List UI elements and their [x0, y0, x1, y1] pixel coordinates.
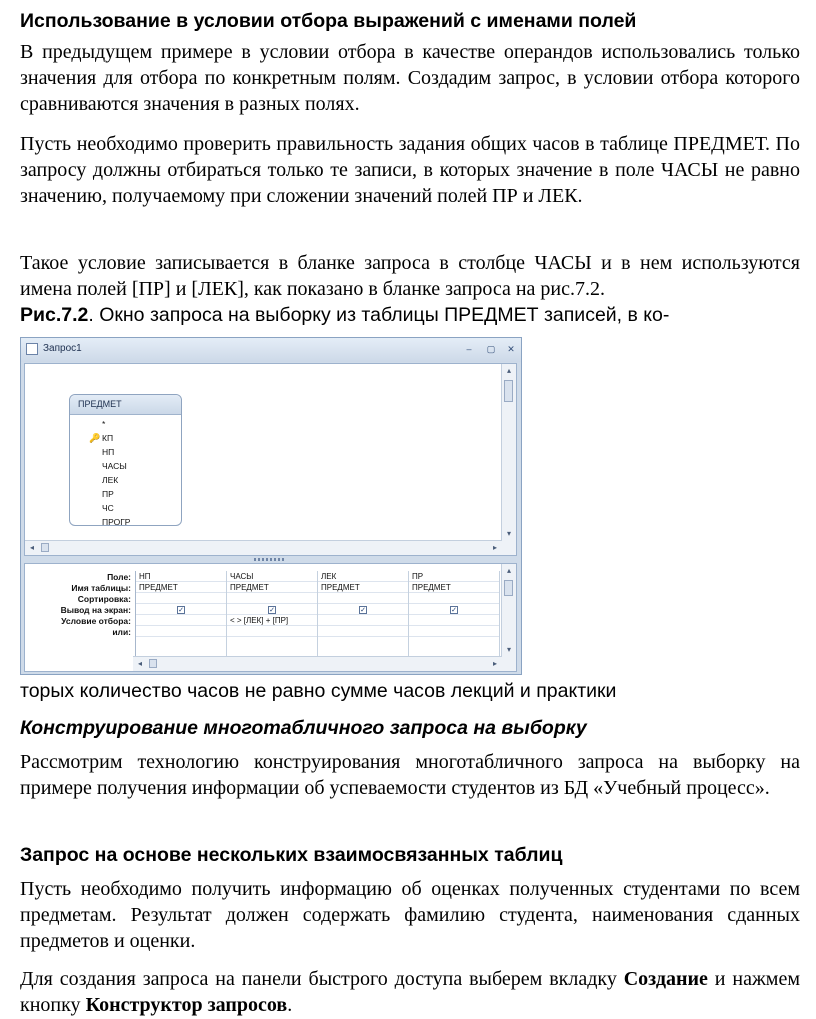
- figure-label: Рис.7.2: [20, 304, 89, 326]
- close-button[interactable]: ✕: [507, 344, 515, 354]
- grid-column[interactable]: [409, 571, 500, 661]
- or-cell[interactable]: [318, 626, 408, 637]
- show-checkbox[interactable]: ✓: [360, 607, 366, 614]
- table-cell[interactable]: ПРЕДМЕТ: [136, 582, 226, 593]
- criteria-cell[interactable]: [136, 615, 226, 626]
- scroll-thumb[interactable]: [504, 580, 513, 596]
- grid-column[interactable]: [318, 571, 409, 661]
- field-label: КП: [102, 433, 114, 443]
- show-cell[interactable]: [318, 604, 408, 615]
- row-label: Сортировка:: [77, 594, 131, 604]
- query-grid-pane: [24, 563, 517, 672]
- text-span: и нажмем кнопку: [20, 968, 800, 1016]
- heading-subsection: Конструирование многотабличного запроса на выборку: [20, 717, 587, 739]
- field-item[interactable]: *: [102, 419, 106, 429]
- paragraph-4: Рассмотрим технологию конструирования многотабличного запроса на выборку на примере получения информации об успеваемости студентов из БД «Учебный процесс».: [20, 751, 800, 799]
- scroll-thumb[interactable]: [504, 380, 513, 402]
- field-item[interactable]: [89, 431, 181, 445]
- field-cell[interactable]: ПР: [409, 571, 499, 582]
- pane-splitter[interactable]: [24, 557, 517, 562]
- bold-term: Конструктор запросов: [85, 994, 288, 1016]
- field-cell[interactable]: ЧАСЫ: [227, 571, 317, 582]
- window-title: Запрос1: [43, 343, 82, 354]
- text-span: Для создания запроса на панели быстрого доступа выберем вкладку: [20, 968, 624, 990]
- scroll-right-icon[interactable]: ▸: [492, 659, 497, 668]
- grid-row-labels: [25, 572, 133, 638]
- sort-cell[interactable]: [227, 593, 317, 604]
- row-label: Условие отбора:: [61, 616, 131, 626]
- grid-column[interactable]: [227, 571, 318, 661]
- field-item[interactable]: ПРОГР: [102, 517, 131, 527]
- field-cell[interactable]: НП: [136, 571, 226, 582]
- title-bar: [21, 338, 521, 362]
- table-predmet[interactable]: [69, 394, 182, 526]
- or-cell[interactable]: [409, 626, 499, 637]
- scroll-thumb[interactable]: [41, 543, 49, 552]
- or-cell[interactable]: [227, 626, 317, 637]
- caption-text-1: . Окно запроса на выборку из таблицы ПРЕДМЕТ записей, в ко-: [88, 304, 670, 326]
- query-window: [20, 337, 522, 675]
- row-label: Имя таблицы:: [71, 583, 131, 593]
- heading-subsection-2: Запрос на основе нескольких взаимосвязанных таблиц: [20, 844, 563, 866]
- show-checkbox[interactable]: ✓: [178, 607, 184, 614]
- table-cell[interactable]: ПРЕДМЕТ: [409, 582, 499, 593]
- criteria-cell[interactable]: [409, 615, 499, 626]
- figure-caption-line2: торых количество часов не равно сумме часов лекций и практики: [20, 680, 617, 702]
- paragraph-5: Пусть необходимо получить информацию об оценках полученных студентами по всем предметам. Результат должен содержать фамилию студента, наименования сданных предметов и оценки.: [20, 878, 800, 952]
- query-icon: [26, 343, 38, 355]
- row-label: Поле:: [107, 572, 131, 582]
- or-cell[interactable]: [136, 626, 226, 637]
- upper-vertical-scrollbar[interactable]: [501, 364, 516, 555]
- table-cell[interactable]: ПРЕДМЕТ: [227, 582, 317, 593]
- scroll-up-icon[interactable]: ▴: [506, 566, 511, 575]
- paragraph-6: [20, 966, 800, 1018]
- scroll-left-icon[interactable]: ◂: [137, 659, 142, 668]
- row-label: или:: [112, 627, 131, 637]
- sort-cell[interactable]: [136, 593, 226, 604]
- minimize-button[interactable]: ‒: [466, 344, 472, 354]
- table-name: ПРЕДМЕТ: [70, 395, 181, 415]
- grid-vertical-scrollbar[interactable]: [501, 564, 516, 671]
- sort-cell[interactable]: [409, 593, 499, 604]
- field-item[interactable]: ЛЕК: [102, 475, 119, 485]
- upper-horizontal-scrollbar[interactable]: [25, 540, 502, 555]
- field-item[interactable]: ЧАСЫ: [102, 461, 127, 471]
- row-label: Вывод на экран:: [60, 605, 131, 615]
- show-checkbox[interactable]: ✓: [451, 607, 457, 614]
- paragraph-3: Такое условие записывается в бланке запроса в столбце ЧАСЫ и в нем используются имена полей [ПР] и [ЛЕК], как показано в бланке запроса на рис.7.2.: [20, 252, 800, 300]
- key-icon: 🔑: [89, 433, 101, 443]
- grid-column[interactable]: [136, 571, 227, 661]
- field-item[interactable]: ПР: [102, 489, 114, 499]
- field-cell[interactable]: ЛЕК: [318, 571, 408, 582]
- scroll-right-icon[interactable]: ▸: [492, 543, 497, 552]
- scroll-left-icon[interactable]: ◂: [29, 543, 34, 552]
- show-cell[interactable]: [227, 604, 317, 615]
- scroll-up-icon[interactable]: ▴: [506, 366, 511, 375]
- table-area: [24, 363, 517, 556]
- maximize-button[interactable]: ▢: [486, 344, 496, 354]
- query-grid: [135, 571, 504, 661]
- field-item[interactable]: ЧС: [102, 503, 114, 513]
- show-cell[interactable]: [136, 604, 226, 615]
- table-cell[interactable]: ПРЕДМЕТ: [318, 582, 408, 593]
- heading-section: Использование в условии отбора выражений с именами полей: [20, 10, 637, 32]
- grid-horizontal-scrollbar[interactable]: [133, 656, 502, 671]
- sort-cell[interactable]: [318, 593, 408, 604]
- show-cell[interactable]: [409, 604, 499, 615]
- scroll-down-icon[interactable]: ▾: [506, 645, 511, 654]
- criteria-cell[interactable]: < > [ЛЕК] + [ПР]: [227, 615, 317, 626]
- scroll-down-icon[interactable]: ▾: [506, 529, 511, 538]
- paragraph-2: Пусть необходимо проверить правильность задания общих часов в таблице ПРЕДМЕТ. По запросу должны отбираться только те записи, в которых значение в поле ЧАСЫ не равно значению, получаемому при сложении значений полей ПР и ЛЕК.: [20, 133, 800, 207]
- paragraph-1: В предыдущем примере в условии отбора в качестве операндов использовались только значения для отбора по конкретным полям. Создадим запрос, в условии отбора которого сравниваются значения в разных полях.: [20, 41, 800, 115]
- criteria-cell[interactable]: [318, 615, 408, 626]
- scroll-thumb[interactable]: [149, 659, 157, 668]
- splitter-grip[interactable]: [254, 558, 284, 561]
- figure-caption-line1: [20, 303, 669, 327]
- field-item[interactable]: НП: [102, 447, 115, 457]
- bold-term: Создание: [623, 968, 708, 990]
- text-span: .: [287, 994, 293, 1016]
- show-checkbox[interactable]: ✓: [269, 607, 275, 614]
